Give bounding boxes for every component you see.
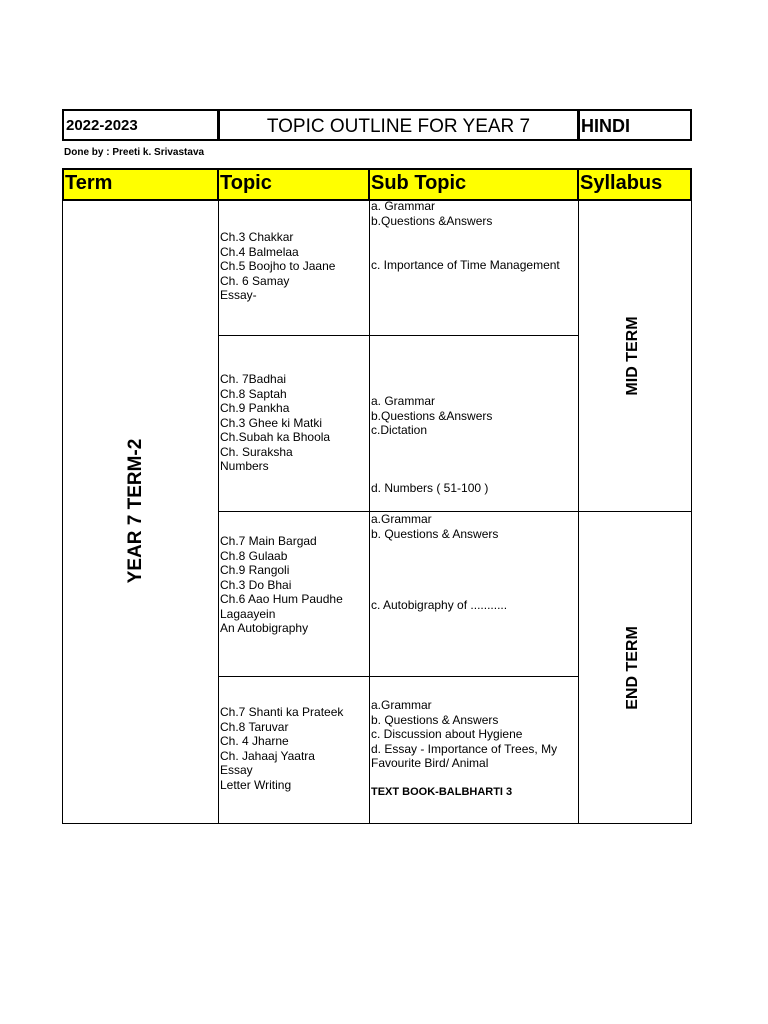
subject-name: HINDI: [578, 109, 692, 141]
list-item: Ch.7 Main Bargad: [220, 534, 317, 548]
topic-list: [220, 534, 343, 636]
list-item: b.Questions &Answers: [371, 408, 493, 423]
sub-topic-list: [371, 394, 492, 438]
column-header-topic: Topic: [217, 168, 370, 201]
topic-cell: [218, 511, 370, 677]
list-item: b.Questions &Answers: [371, 213, 493, 228]
list-item: Ch. 7Badhai: [220, 372, 287, 386]
list-item: c. Importance of Time Management: [371, 258, 560, 272]
list-item: c. Discussion about Hygiene: [371, 727, 523, 741]
list-item: Essay: [220, 763, 253, 777]
list-item: Lagaayein: [220, 606, 276, 621]
term-label: YEAR 7 TERM-2: [125, 438, 146, 584]
column-header-sub-topic: Sub Topic: [368, 168, 579, 201]
sub-topic-list: [371, 258, 560, 273]
list-item: Ch.5 Boojho to Jaane: [220, 259, 336, 273]
list-item: Ch.7 Shanti ka Prateek: [220, 705, 344, 719]
list-item: Ch. 6 Samay: [220, 273, 290, 288]
list-item: Ch.4 Balmelaa: [220, 244, 299, 259]
list-item: b. Questions & Answers: [371, 712, 499, 727]
list-item: Ch.8 Gulaab: [220, 548, 288, 563]
list-item: Ch.9 Pankha: [220, 401, 290, 415]
list-item: Ch.6 Aao Hum Paudhe: [220, 592, 343, 606]
page-title: TOPIC OUTLINE FOR YEAR 7: [218, 109, 579, 141]
list-item: Ch. 4 Jharne: [220, 734, 289, 748]
list-item: Essay-: [220, 288, 257, 302]
list-item: Ch.9 Rangoli: [220, 563, 290, 577]
sub-topic-cell: [369, 676, 579, 824]
list-item: c.Dictation: [371, 423, 428, 437]
list-item: Ch.3 Ghee ki Matki: [220, 415, 323, 430]
list-item: Ch. Jahaaj Yaatra: [220, 748, 315, 763]
syllabus-mid-cell: [578, 200, 692, 512]
list-item: Ch.3 Do Bhai: [220, 577, 292, 592]
list-item: An Autobigraphy: [220, 621, 309, 635]
list-item: d. Essay - Importance of Trees, My: [371, 741, 558, 756]
column-header-syllabus: Syllabus: [577, 168, 692, 201]
topic-cell: [218, 335, 370, 512]
list-item: Ch.3 Chakkar: [220, 230, 294, 244]
syllabus-end-cell: [578, 511, 692, 824]
sub-topic-cell: [369, 200, 579, 336]
list-item: Ch.8 Taruvar: [220, 719, 289, 734]
list-item: a. Grammar: [371, 199, 436, 213]
end-term-label: END TERM: [624, 626, 641, 710]
list-item: Ch.Subah ka Bhoola: [220, 430, 331, 444]
mid-term-label: MID TERM: [624, 316, 641, 396]
list-item: Ch. Suraksha: [220, 444, 293, 459]
list-item: Ch.8 Saptah: [220, 386, 287, 401]
term-cell: [62, 200, 219, 824]
sub-topic-list: [371, 199, 492, 228]
list-item: a.Grammar: [371, 512, 432, 526]
topic-list: [220, 705, 343, 792]
topic-cell: [218, 676, 370, 824]
list-item: Letter Writing: [220, 777, 292, 792]
column-header-term: Term: [62, 168, 219, 201]
sub-topic-list: [371, 598, 507, 613]
sub-topic-cell: [369, 335, 579, 512]
textbook-note: TEXT BOOK-BALBHARTI 3: [371, 786, 513, 798]
list-item: b. Questions & Answers: [371, 526, 499, 541]
sub-topic-list: [371, 481, 488, 496]
list-item: a.Grammar: [371, 698, 432, 712]
list-item: Numbers: [220, 459, 269, 473]
topic-cell: [218, 200, 370, 336]
author-credit: Done by : Preeti k. Srivastava: [64, 147, 205, 158]
list-item: d. Numbers ( 51-100 ): [371, 481, 489, 495]
list-item: a. Grammar: [371, 394, 436, 408]
list-item: c. Autobigraphy of ...........: [371, 598, 508, 612]
list-item: Favourite Bird/ Animal: [371, 756, 489, 770]
academic-year: 2022-2023: [62, 109, 219, 141]
topic-list: [220, 230, 335, 303]
topic-list: [220, 372, 330, 474]
sub-topic-list: [371, 512, 498, 541]
sub-topic-cell: [369, 511, 579, 677]
sub-topic-list: [371, 698, 557, 771]
